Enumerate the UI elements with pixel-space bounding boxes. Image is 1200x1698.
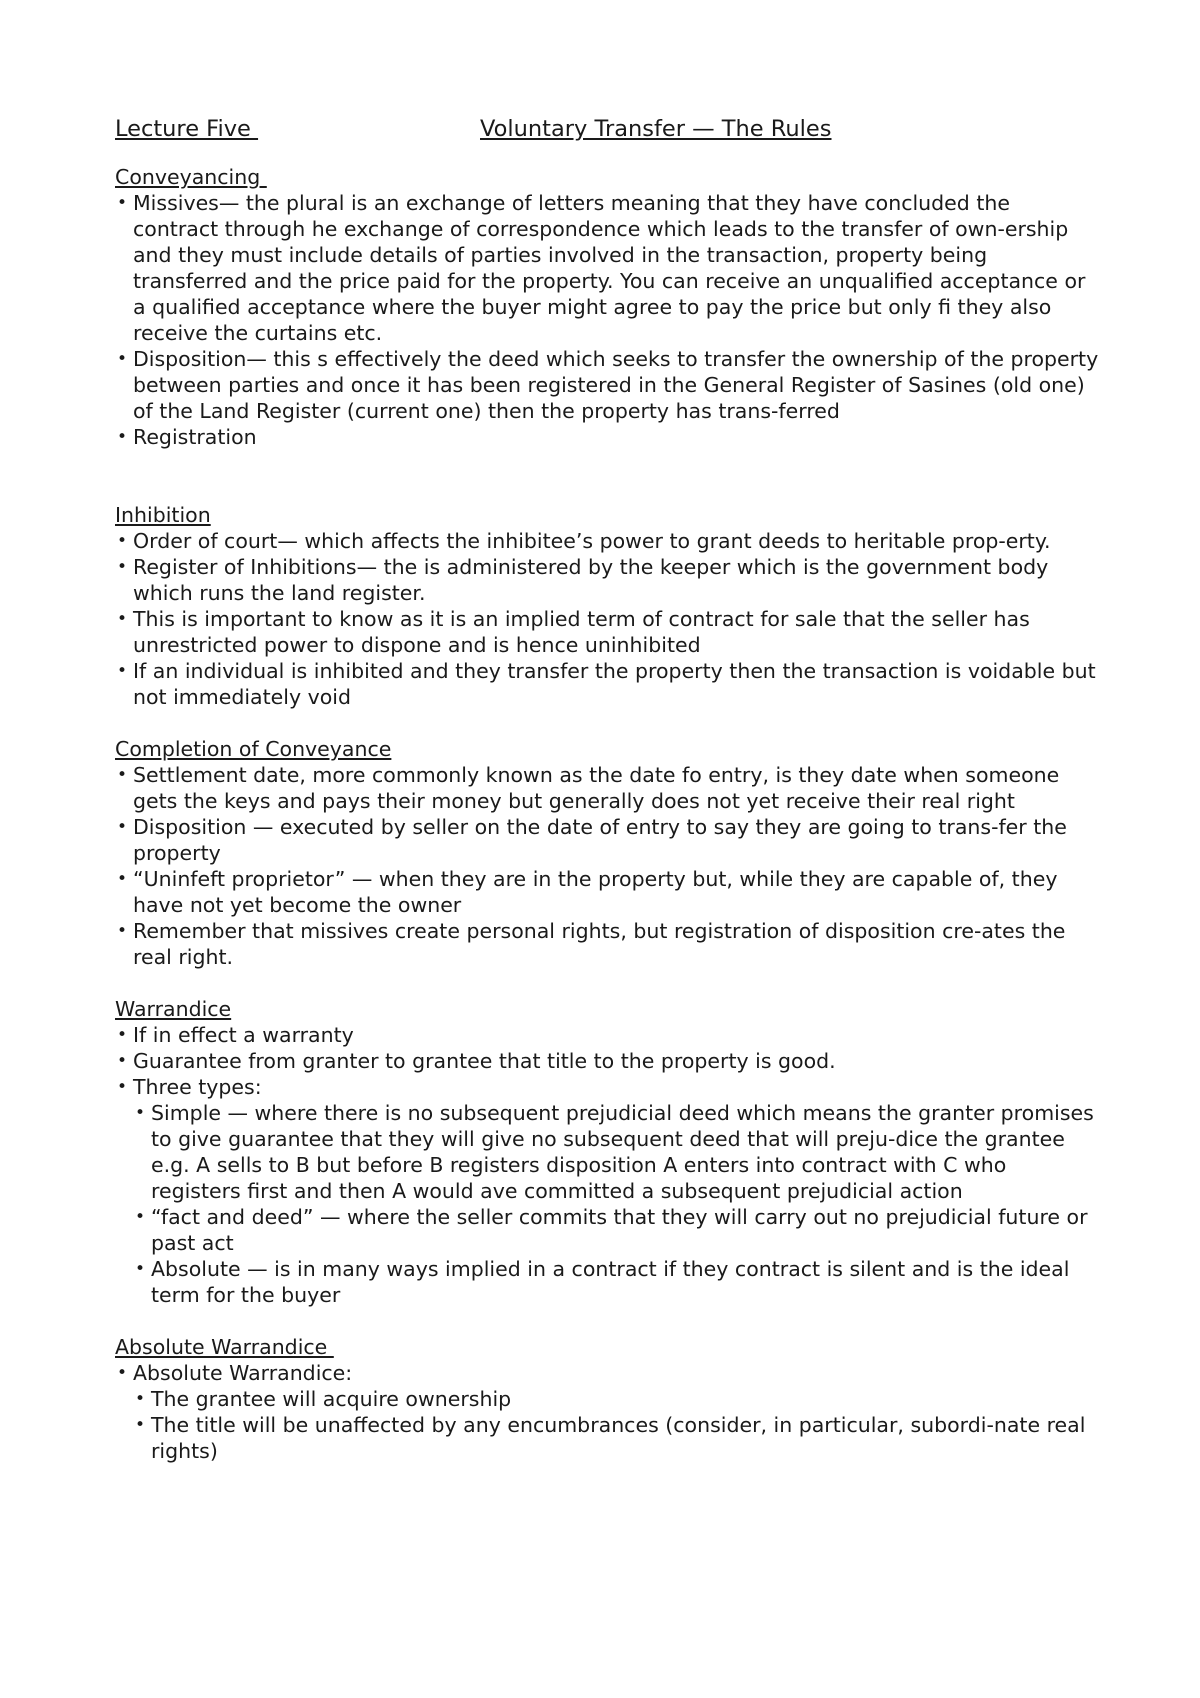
list-item: • Absolute Warrandice: (115, 1360, 1100, 1386)
section-warrandice (115, 996, 1100, 1308)
list-item: • Settlement date, more commonly known as the date fo entry, is they date when someone gets the keys and pays their money but generally does not yet receive their real right (115, 762, 1100, 814)
list-item: • Registration (115, 424, 1100, 450)
list-item: • Disposition — executed by seller on the date of entry to say they are going to trans-fer the property (115, 814, 1100, 866)
list-item: • Three types: (115, 1074, 1100, 1100)
section-absolute-warrandice (115, 1334, 1100, 1464)
section-heading: Completion of Conveyance (115, 737, 392, 761)
bullet-list (115, 762, 1100, 970)
sub-list-item: • Absolute — is in many ways implied in a contract if they contract is silent and is the ideal term for the buyer (133, 1256, 1100, 1308)
section-heading: Absolute Warrandice (115, 1335, 334, 1359)
list-item: • Remember that missives create personal rights, but registration of disposition cre-ates the real right. (115, 918, 1100, 970)
page-title: Voluntary Transfer — The Rules (480, 116, 832, 142)
page-header (115, 116, 1100, 142)
list-item: • “Uninfeft proprietor” — when they are in the property but, while they are capable of, they have not yet become the owner (115, 866, 1100, 918)
sub-list-item: • “fact and deed” — where the seller commits that they will carry out no prejudicial future or past act (133, 1204, 1100, 1256)
section-inhibition (115, 502, 1100, 710)
sub-bullet-list (115, 1100, 1100, 1308)
document-body (115, 116, 1100, 1464)
list-item: • Disposition— this s effectively the deed which seeks to transfer the ownership of the property between parties and once it has been registered in the General Register of Sasines (old one) of the Land Register (current one) then the property has trans-ferred (115, 346, 1100, 424)
sub-list-item: • The title will be unaffected by any encumbrances (consider, in particular, subordi-nate real rights) (133, 1412, 1100, 1464)
section-conveyancing (115, 164, 1100, 450)
sub-list-item: • The grantee will acquire ownership (133, 1386, 1100, 1412)
list-item: • Order of court— which affects the inhibitee’s power to grant deeds to heritable prop-erty. (115, 528, 1100, 554)
bullet-list (115, 190, 1100, 450)
sub-bullet-list (115, 1386, 1100, 1464)
bullet-list (115, 1022, 1100, 1100)
bullet-list (115, 528, 1100, 710)
lecture-label: Lecture Five (115, 116, 259, 142)
list-item: • If an individual is inhibited and they transfer the property then the transaction is voidable but not immediately void (115, 658, 1100, 710)
list-item: • If in effect a warranty (115, 1022, 1100, 1048)
section-heading: Conveyancing (115, 165, 267, 189)
section-heading: Warrandice (115, 997, 232, 1021)
section-completion-of-conveyance (115, 736, 1100, 970)
list-item: • This is important to know as it is an implied term of contract for sale that the seller has unrestricted power to dispone and is hence uninhibited (115, 606, 1100, 658)
bullet-list (115, 1360, 1100, 1386)
list-item: • Register of Inhibitions— the is administered by the keeper which is the government body which runs the land register. (115, 554, 1100, 606)
list-item: • Missives— the plural is an exchange of letters meaning that they have concluded the contract through he exchange of correspondence which leads to the transfer of own-ership and they must include details of parties involved in the transaction, property being transferred and the price paid for the property. You can receive an unqualified acceptance or a qualified acceptance where the buyer might agree to pay the price but only fi they also receive the curtains etc. (115, 190, 1100, 346)
list-item: • Guarantee from granter to grantee that title to the property is good. (115, 1048, 1100, 1074)
sub-list-item: • Simple — where there is no subsequent prejudicial deed which means the granter promises to give guarantee that they will give no subsequent deed that will preju-dice the grantee e.g. A sells to B but before B registers disposition A enters into contract with C who registers first and then A would ave committed a subsequent prejudicial action (133, 1100, 1100, 1204)
section-heading: Inhibition (115, 503, 211, 527)
